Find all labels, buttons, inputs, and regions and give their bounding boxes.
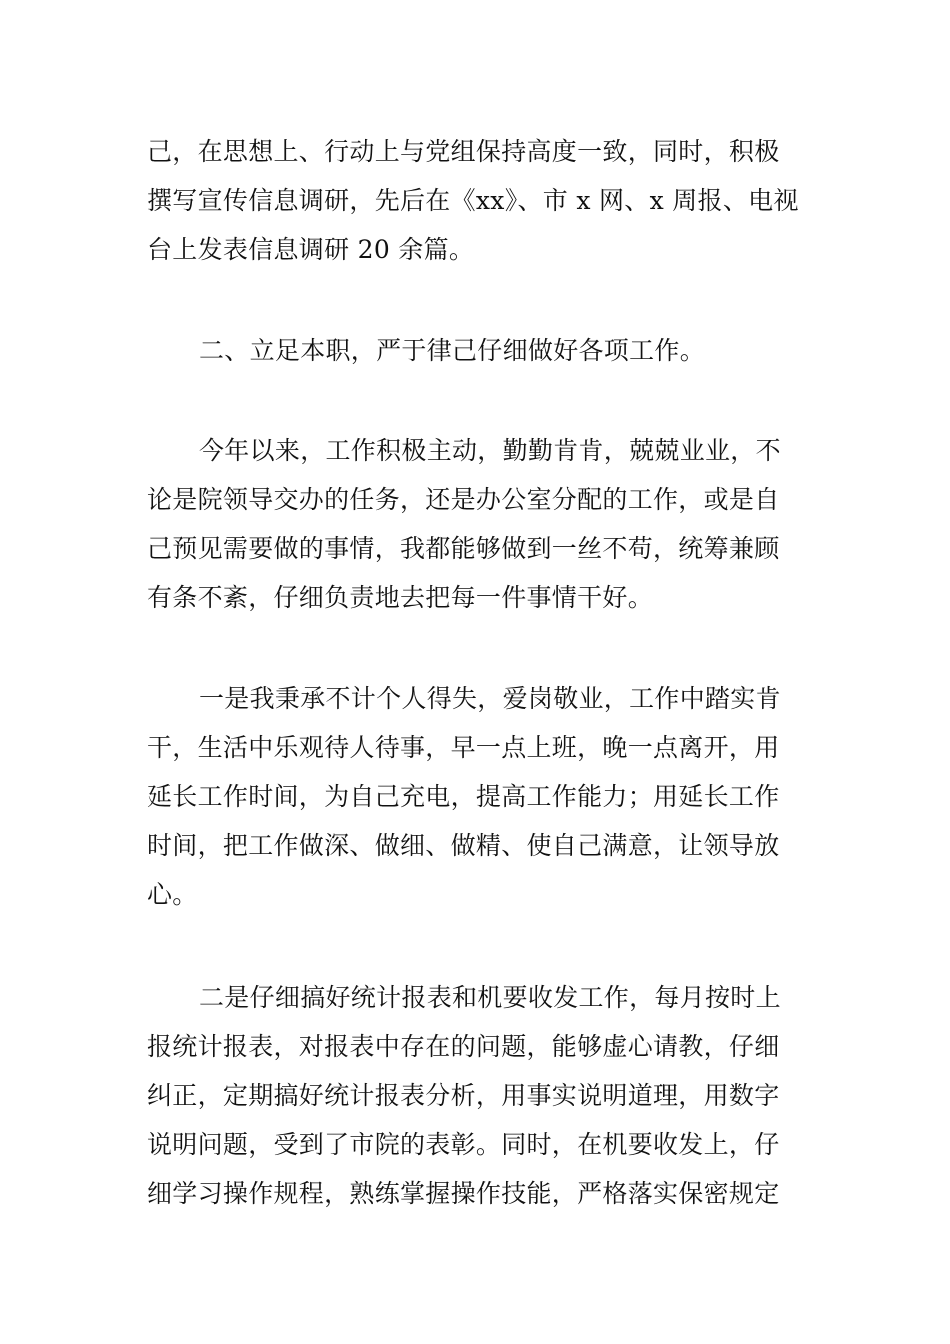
paragraph-intro — [147, 426, 807, 622]
text-line: 有条不紊，仔细负责地去把每一件事情干好。 — [147, 583, 654, 612]
text-line: 今年以来，工作积极主动，勤勤肯肯，兢兢业业，不 — [199, 436, 781, 465]
text-line: 一是我秉承不计个人得失，爱岗敬业，工作中踏实肯 — [199, 684, 781, 713]
text-line: 干，生活中乐观待人待事，早一点上班，晚一点离开，用 — [147, 733, 780, 762]
paragraph-continued — [147, 127, 807, 274]
text-line: 报统计报表，对报表中存在的问题，能够虚心请教，仔细 — [147, 1032, 780, 1061]
text-line: 己预见需要做的事情，我都能够做到一丝不苟，统筹兼顾 — [147, 534, 780, 563]
text-line: 时间，把工作做深、做细、做精、使自己满意，让领导放 — [147, 831, 780, 860]
text-line: 己，在思想上、行动上与党组保持高度一致，同时，积极 — [147, 137, 780, 166]
text-line: 二是仔细搞好统计报表和机要收发工作，每月按时上 — [199, 983, 781, 1012]
text-line: 纠正，定期搞好统计报表分析，用事实说明道理，用数字 — [147, 1081, 780, 1110]
heading-line: 二、立足本职，严于律己仔细做好各项工作。 — [199, 336, 706, 365]
text-line: 说明问题，受到了市院的表彰。同时，在机要收发上，仔 — [147, 1130, 780, 1159]
section-heading — [147, 326, 807, 375]
text-line: 心。 — [147, 880, 198, 909]
text-line: 延长工作时间，为自己充电，提高工作能力；用延长工作 — [147, 782, 780, 811]
text-line: 论是院领导交办的任务，还是办公室分配的工作，或是自 — [147, 485, 780, 514]
text-line: 台上发表信息调研 20 余篇。 — [147, 235, 475, 264]
paragraph-point-one — [147, 674, 807, 919]
text-line: 撰写宣传信息调研，先后在《xx》、市 x 网、x 周报、电视 — [147, 186, 799, 215]
paragraph-point-two — [147, 973, 807, 1218]
text-line: 细学习操作规程，熟练掌握操作技能，严格落实保密规定 — [147, 1179, 780, 1208]
